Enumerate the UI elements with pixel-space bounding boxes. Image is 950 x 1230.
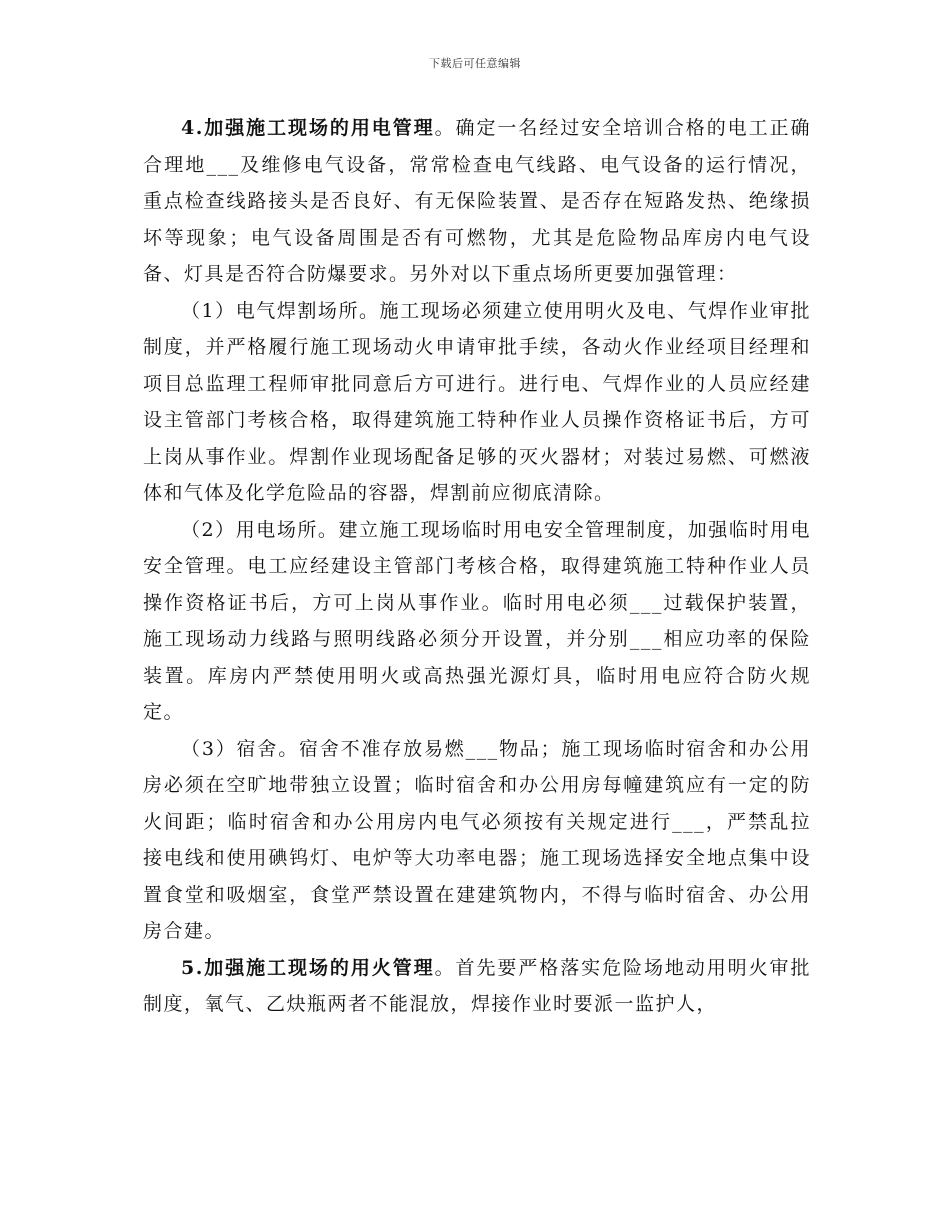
paragraph-text: （3）宿舍。宿舍不准存放易燃___物品；施工现场临时宿舍和办公用房必须在空旷地带独立设置；临时宿舍和办公用房每幢建筑应有一定的防火间距；临时宿舍和办公用房内电气必须按有关规定进行___，严禁乱拉接电线和使用碘钨灯、电炉等大功率电器；施工现场选择安全地点集中设置食堂和吸烟室，食堂严禁设置在建建筑物内，不得与临时宿舍、办公用房合建。 (143, 737, 811, 942)
section-heading-5: 5.加强施工现场的用火管理 (181, 956, 435, 979)
paragraph-text: （2）用电场所。建立施工现场临时用电安全管理制度，加强临时用电安全管理。电工应经建设主管部门考核合格，取得建筑施工特种作业人员操作资格证书后，方可上岗从事作业。临时用电必须___过载保护装置，施工现场动力线路与照明线路必须分开设置，并分别___相应功率的保险装置。库房内严禁使用明火或高热强光源灯具，临时用电应符合防火规定。 (143, 518, 811, 723)
document-body (143, 110, 811, 1023)
paragraph-text: 。确定一名经过安全培训合格的电工正确合理地___及维修电气设备，常常检查电气线路、电气设备的运行情况，重点检查线路接头是否良好、有无保险装置、是否存在短路发热、绝缘损坏等现象；电气设备周围是否有可燃物，尤其是危险物品库房内电气设备、灯具是否符合防爆要求。另外对以下重点场所更要加强管理： (143, 117, 811, 285)
paragraph-welding-sites (143, 293, 811, 512)
section-heading-4: 4.加强施工现场的用电管理 (181, 117, 435, 139)
paragraph-power-sites (143, 512, 811, 731)
paragraph-text: 。首先要严格落实危险场地动用明火审批制度，氧气、乙炔瓶两者不能混放，焊接作业时要派一监护人， (143, 956, 811, 1015)
paragraph-dormitory (143, 731, 811, 950)
paragraph-fire-management (143, 950, 811, 1023)
paragraph-text: （1）电气焊割场所。施工现场必须建立使用明火及电、气焊作业审批制度，并严格履行施工现场动火申请审批手续，各动火作业经项目经理和项目总监理工程师审批同意后方可进行。进行电、气焊作业的人员应经建设主管部门考核合格，取得建筑施工特种作业人员操作资格证书后，方可上岗从事作业。焊割作业现场配备足够的灭火器材；对装过易燃、可燃液体和气体及化学危险品的容器，焊割前应彻底清除。 (143, 299, 811, 504)
paragraph-electricity-management (143, 110, 811, 293)
page-header: 下载后可任意编辑 (429, 57, 521, 70)
